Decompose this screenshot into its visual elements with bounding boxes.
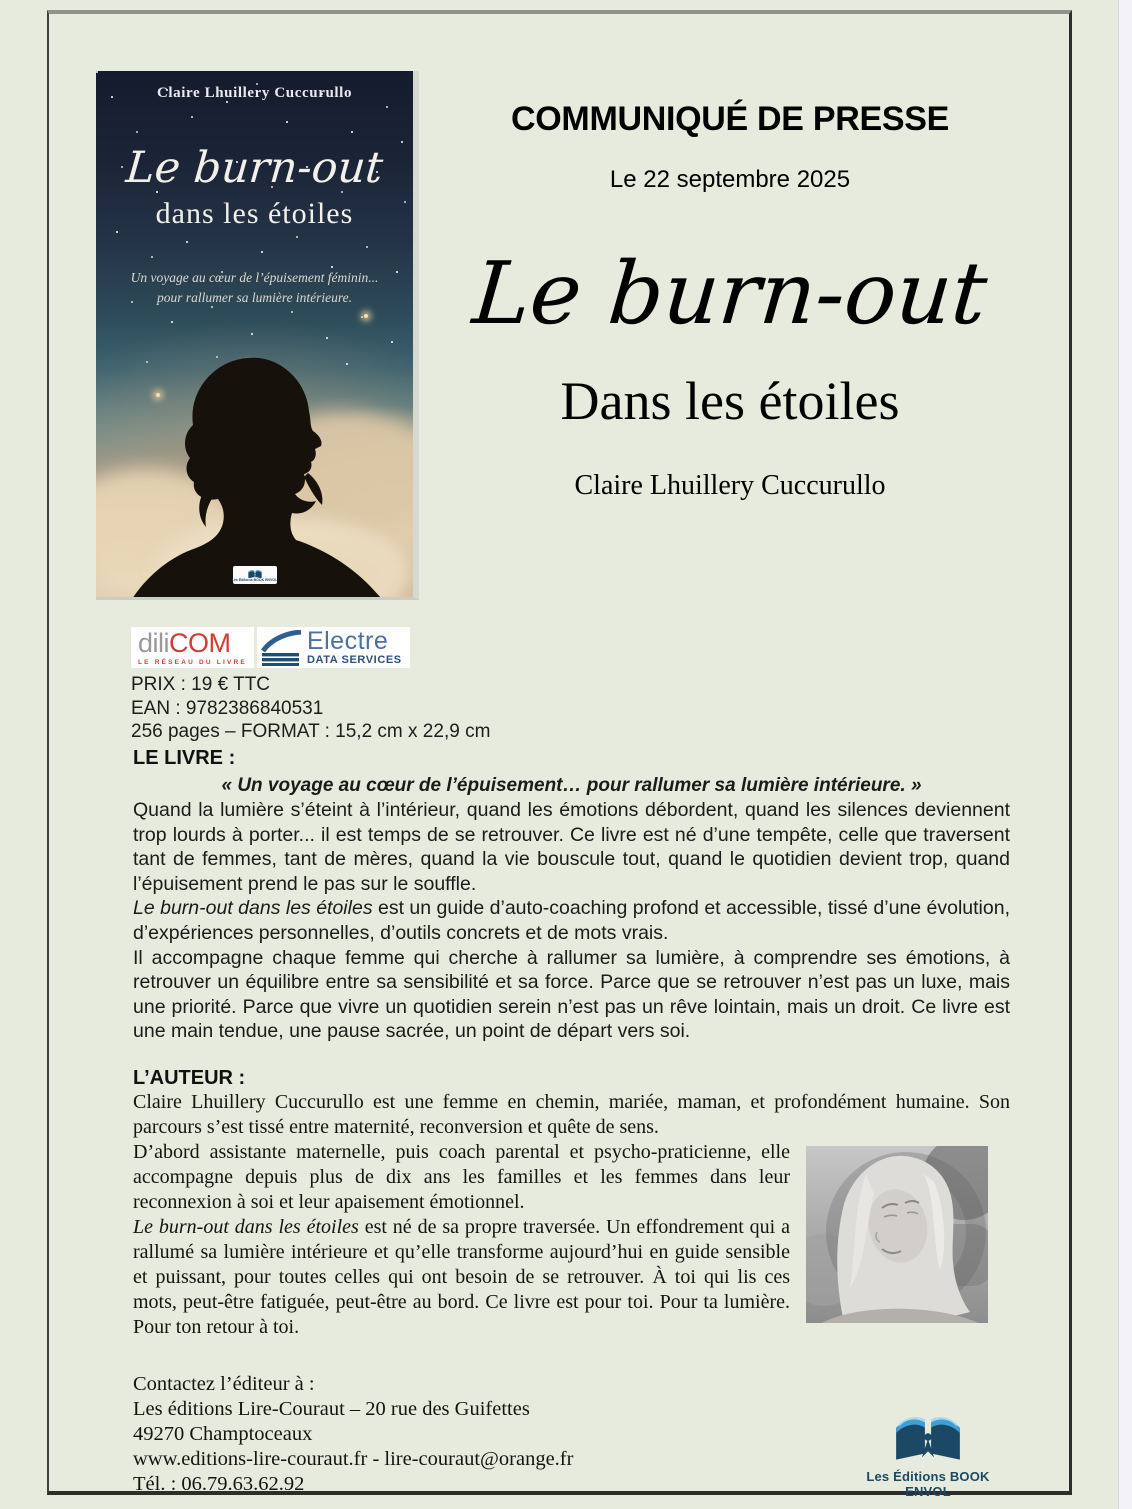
contact-intro-line: Contactez l’éditeur à :	[133, 1373, 315, 1395]
contact-phone-line: Tél. : 06.79.63.62.92	[133, 1473, 305, 1495]
price-line: PRIX : 19 € TTC	[131, 674, 271, 695]
book-cover-image	[96, 71, 419, 600]
press-release-date: Le 22 septembre 2025	[609, 166, 851, 193]
book-title-subtitle: Dans les étoiles	[560, 371, 900, 431]
author-photo	[806, 1146, 988, 1323]
book-section-heading: LE LIVRE :	[133, 747, 236, 769]
contact-address-line: Les éditions Lire-Couraut – 20 rue des Guifettes	[133, 1398, 530, 1420]
press-header	[450, 100, 1010, 502]
page-edge-strip	[1118, 0, 1132, 1509]
bright-star-icon	[364, 314, 368, 318]
electre-swoosh-icon	[261, 630, 303, 666]
main-text-column	[133, 747, 1010, 1340]
publisher-name: Les Éditions BOOK ENVOL	[866, 1469, 990, 1499]
cover-title-subtitle: dans les étoiles	[155, 197, 354, 230]
cover-title-script: Le burn-out	[124, 143, 385, 193]
electre-logo-subtitle: DATA SERVICES	[306, 654, 402, 666]
book-quote: « Un voyage au cœur de l’épuisement… pour rallumer sa lumière intérieure. »	[221, 775, 922, 796]
book-title-script: Le burn-out	[469, 244, 991, 344]
electre-logo-name: Electre	[306, 627, 389, 655]
dilicom-logo-part2: COM	[169, 628, 231, 658]
author-section	[133, 1067, 1010, 1340]
cover-publisher-badge	[233, 566, 277, 584]
cover-tagline-line1: Un voyage au cœur de l’épuisement féminin...	[130, 270, 379, 285]
electre-logo	[257, 627, 410, 668]
author-paragraph-1: Claire Lhuillery Cuccurullo est une femme en chemin, mariée, maman, et profondément humaine. Son parcours s’est tissé entre maternité, reconversion et quête de sens.	[133, 1090, 1010, 1138]
contact-city-line: 49270 Champtoceaux	[133, 1423, 313, 1445]
cover-publisher-micro-text: Les Éditions BOOK ENVOL	[231, 577, 278, 582]
publisher-logo-block	[843, 1413, 1013, 1499]
cover-tagline	[96, 268, 413, 309]
book-paragraph-2: Le burn-out dans les étoiles est un guide d’auto-coaching profond et accessible, tissé d’une évolution, d’expériences personnelles, d’outils concrets et de mots vrais.	[133, 897, 1010, 944]
cover-tagline-line2: pour rallumer sa lumière intérieure.	[156, 290, 353, 306]
data-services-logos	[131, 627, 551, 668]
contact-block	[133, 1372, 573, 1497]
book-author-name: Claire Lhuillery Cuccurullo	[574, 470, 886, 501]
product-info-block	[131, 627, 551, 744]
ean-line: EAN : 9782386840531	[131, 697, 324, 719]
author-portrait-image	[806, 1146, 988, 1323]
contact-website-line[interactable]: www.editions-lire-couraut.fr - lire-couraut@orange.fr	[133, 1448, 574, 1470]
format-line: 256 pages – FORMAT : 15,2 cm x 22,9 cm	[131, 721, 491, 742]
author-paragraph-2: D’abord assistante maternelle, puis coach parental et psycho-praticienne, elle accompagne depuis plus de dix ans les familles et les femmes dans leur reconnexion à soi et leur apaisement émotionnel.	[133, 1140, 790, 1213]
author-paragraph-3: Le burn-out dans les étoiles est né de sa propre traversée. Un effondrement qui a rallumé sa lumière intérieure et qu’elle transforme aujourd’hui en guide sensible et puissant, pour toutes celles qui ont besoin de se retrouver. À toi qui lis ces mots, peut-être fatiguée, peut-être au bord. Ce livre est pour toi. Pour ta lumière. Pour ton retour à toi.	[133, 1215, 790, 1338]
dilicom-logo-part1: dili	[138, 628, 170, 658]
book-title-inline: Le burn-out dans les étoiles	[133, 897, 373, 920]
woman-silhouette-icon	[96, 345, 419, 597]
book-title-inline: Le burn-out dans les étoiles	[133, 1215, 359, 1238]
book-envol-logo-icon	[247, 569, 263, 578]
star-field-icon	[96, 71, 98, 73]
dilicom-logo	[131, 627, 254, 668]
press-release-kicker: COMMUNIQUÉ DE PRESSE	[511, 100, 949, 138]
author-section-heading: L’AUTEUR :	[133, 1066, 246, 1089]
book-envol-logo-icon	[891, 1413, 965, 1461]
book-paragraph-3: Il accompagne chaque femme qui cherche à rallumer sa lumière, à comprendre ses émotions, à retrouver un équilibre entre sa sensibilité et sa force. Parce que se retrouver n’est pas un luxe, mais une priorité. Parce que vivre un quotidien serein n’est pas un rêve lointain, mais un droit. Ce livre est une main tendue, une pause sacrée, un point de départ vers soi.	[133, 946, 1010, 1043]
dilicom-tagline: LE RÉSEAU DU LIVRE	[138, 659, 247, 666]
cover-author-name: Claire Lhuillery Cuccurullo	[156, 85, 353, 101]
book-paragraph-1: Quand la lumière s’éteint à l’intérieur, quand les émotions débordent, quand les silences deviennent trop lourds à porter... il est temps de se retrouver. Ce livre est né d’une tempête, celle que traversent tant de femmes, tant de mères, quand la vie bouscule tout, quand le quotidien devient trop, quand l’épuisement prend le pas sur le souffle.	[133, 799, 1010, 895]
